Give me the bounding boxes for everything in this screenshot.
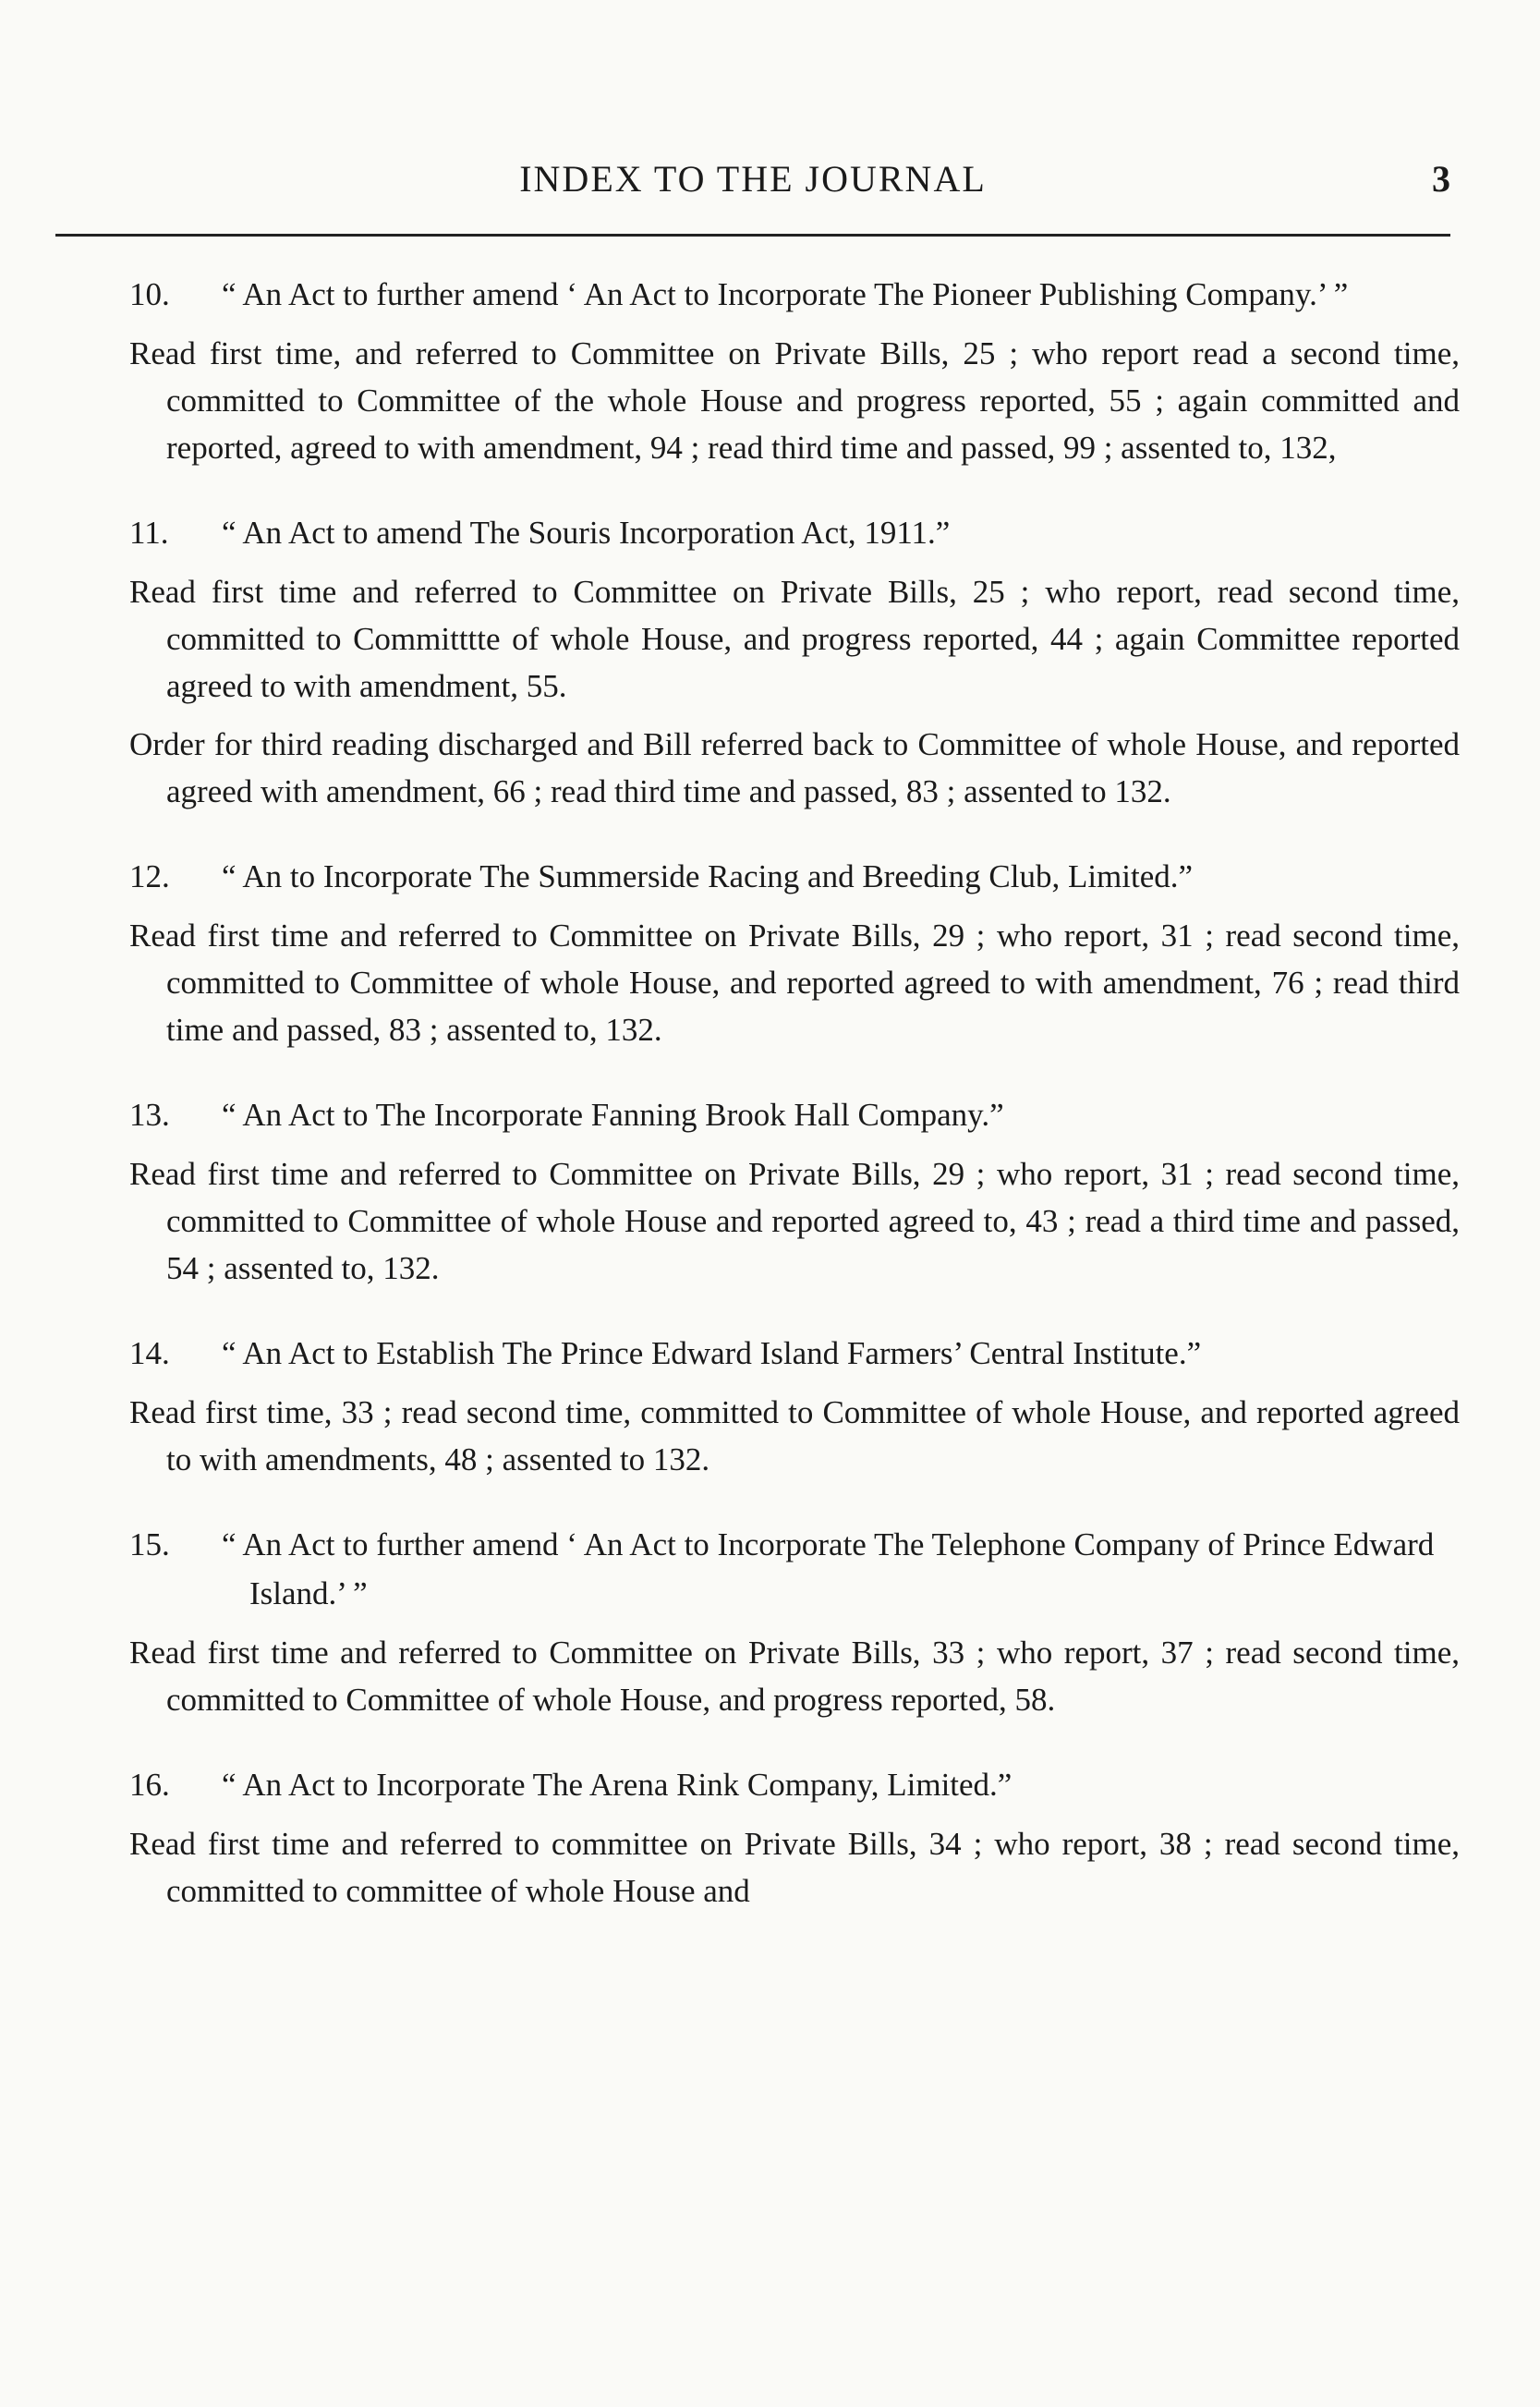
entry-title-text: “ An to Incorporate The Summerside Racing and Breeding Club, Limited.”: [222, 858, 1194, 894]
entry-title: [129, 852, 1460, 901]
entry-title-text: “ An Act to The Incorporate Fanning Brook Hall Company.”: [222, 1097, 1004, 1133]
entry-proceedings: Read first time and referred to Committee on Private Bills, 25 ; who report, read second time, committed to Committtte of whole House, and progress reported, 44 ; again Committee reported agreed to with amendment, 55.: [129, 574, 1460, 704]
entry-proceedings: Order for third reading discharged and Bill referred back to Committee of whole House, and reported agreed with amendment, 66 ; read third time and passed, 83 ; assented to 132.: [129, 726, 1460, 809]
entry-title-text: “ An Act to Establish The Prince Edward Island Farmers’ Central Institute.”: [222, 1335, 1202, 1371]
entry-proceedings: Read first time and referred to Committee on Private Bills, 29 ; who report, 31 ; read second time, committed to Committee of whole House and reported agreed to, 43 ; read a third time and passed, 54 ; assented to, 132.: [129, 1156, 1460, 1286]
entry-number: 16.: [129, 1767, 170, 1803]
entry-title: [129, 270, 1460, 319]
entry-number: 15.: [129, 1526, 170, 1562]
entry-title: [129, 508, 1460, 557]
index-entry: [129, 1760, 1460, 1915]
index-entry: [129, 1520, 1460, 1723]
page-header: [55, 157, 1450, 213]
index-entry: [129, 1090, 1460, 1292]
entry-proceedings: Read first time and referred to Committee on Private Bills, 33 ; who report, 37 ; read second time, committed to Committee of whole House, and progress reported, 58.: [129, 1635, 1460, 1718]
index-entry: [129, 508, 1460, 815]
index-entry: [129, 852, 1460, 1053]
index-entries: [129, 270, 1460, 1951]
entry-proceedings: Read first time, and referred to Committee on Private Bills, 25 ; who report read a second time, committed to Committee of the whole House and progress reported, 55 ; again committed and reported, agreed to with amendment, 94 ; read third time and passed, 99 ; assented to, 132,: [129, 335, 1460, 466]
entry-number: 14.: [129, 1335, 170, 1371]
entry-title-text: “ An Act to Incorporate The Arena Rink Company, Limited.”: [222, 1767, 1013, 1803]
header-rule: [55, 234, 1450, 237]
entry-title: [129, 1090, 1460, 1139]
entry-title: [129, 1760, 1460, 1809]
page-number: 3: [1432, 158, 1450, 200]
index-entry: [129, 1329, 1460, 1483]
entry-proceedings: Read first time and referred to Committee on Private Bills, 29 ; who report, 31 ; read second time, committed to Committee of whole House, and reported agreed to with amendment, 76 ; read third time and passed, 83 ; assented to, 132.: [129, 918, 1460, 1048]
index-entry: [129, 270, 1460, 471]
entry-number: 11.: [129, 515, 169, 551]
entry-title-text: “ An Act to further amend ‘ An Act to Incorporate The Telephone Company of Prince Edward Island.’ ”: [222, 1526, 1435, 1611]
entry-number: 12.: [129, 858, 170, 894]
entry-title-text: “ An Act to amend The Souris Incorporation Act, 1911.”: [222, 515, 951, 551]
entry-number: 13.: [129, 1097, 170, 1133]
running-title: INDEX TO THE JOURNAL: [519, 158, 987, 200]
entry-title: [129, 1520, 1460, 1618]
entry-title: [129, 1329, 1460, 1378]
entry-title-text: “ An Act to further amend ‘ An Act to Incorporate The Pioneer Publishing Company.’ ”: [222, 276, 1349, 312]
entry-number: 10.: [129, 276, 170, 312]
entry-proceedings: Read first time, 33 ; read second time, committed to Committee of whole House, and reported agreed to with amendments, 48 ; assented to 132.: [129, 1394, 1460, 1477]
entry-proceedings: Read first time and referred to committee on Private Bills, 34 ; who report, 38 ; read second time, committed to committee of whole House and: [129, 1826, 1460, 1909]
